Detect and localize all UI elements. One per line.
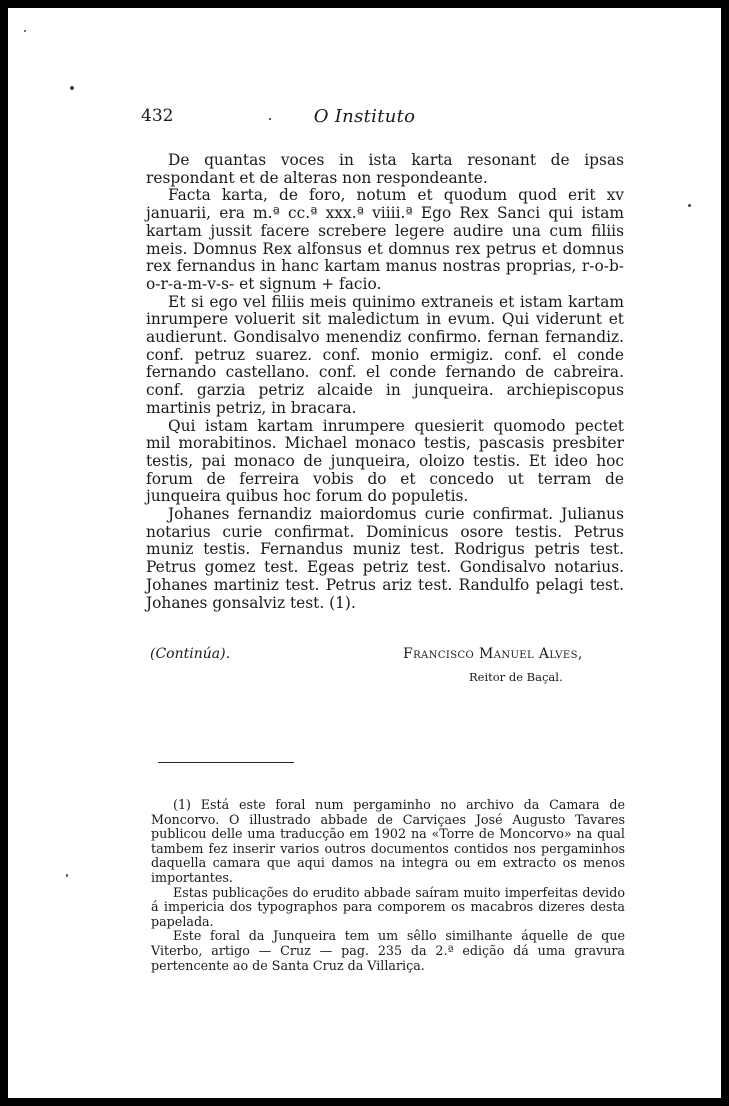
author-title: Reitor de Baçal.	[469, 670, 563, 684]
continued-note: (Continúa).	[150, 646, 231, 662]
page-number: 432	[141, 106, 174, 126]
paragraph: Et si ego vel filiis meis quinimo extraneis et istam kartam inrumpere voluerit sit maledictum in evum. Qui viderunt et audierunt. Gondisalvo menendiz confirmo. fernan fernandiz. conf. petruz suarez. conf. monio ermigiz. conf. el conde fernando castellano. conf. el conde fernando de cabreira. conf. garzia petriz alcaide in junqueira. archiepiscopus martinis petriz, in bracara.	[146, 292, 624, 417]
main-text	[146, 152, 624, 612]
author-name: Francisco Manuel Alves,	[403, 646, 583, 662]
footnote-paragraph: (1) Está este foral num pergaminho no archivo da Camara de Moncorvo. O illustrado abbade de Carviçaes José Augusto Tavares publicou delle uma traducção em 1902 na «Torre de Moncorvo» na qual tambem fez inserir varios outros documentos contidos nos pergaminhos daquella camara que aqui damos na integra ou em extracto os menos importantes.	[151, 797, 625, 885]
footnotes	[151, 798, 625, 973]
page-header	[8, 106, 721, 130]
print-speck	[70, 86, 74, 90]
print-speck	[24, 30, 26, 32]
paragraph: Johanes fernandiz maiordomus curie confirmat. Julianus notarius curie confirmat. Dominicus osore testis. Petrus muniz testis. Fernandus muniz test. Rodrigus petris test. Petrus gomez test. Egeas petriz test. Gondisalvo notarius. Johanes martiniz test. Petrus ariz test. Randulfo pelagi test. Johanes gonsalviz test. (1).	[146, 505, 624, 612]
footnote-paragraph: Estas publicações do erudito abbade saíram muito imperfeitas devido á impericia dos typographos para comporem os macabros dizeres desta papelada.	[151, 884, 625, 929]
paragraph: De quantas voces in ista karta resonant de ipsas respondant et de alteras non respondeante.	[146, 151, 624, 187]
footnote-paragraph: Este foral da Junqueira tem um sêllo similhante áquelle de que Viterbo, artigo — Cruz — pag. 235 da 2.ª edição dá uma gravura pertencente ao de Santa Cruz da Villariça.	[151, 928, 625, 973]
running-title: O Instituto	[313, 106, 416, 127]
paragraph: Facta karta, de foro, notum et quodum quod erit xv januarii, era m.ª cc.ª xxx.ª viiii.ª Ego Rex Sanci qui istam kartam jussit facere screbere legere audire una cum filiis meis. Domnus Rex alfonsus et domnus rex petrus et domnus rex fernandus in hanc kartam manus nostras proprias, r-o-b-o-r-a-m-v-s- et signum + facio.	[146, 186, 624, 293]
paragraph: Qui istam kartam inrumpere quesierit quomodo pectet mil morabitinos. Michael monaco testis, pascasis presbiter testis, pai monaco de junqueira, oloizo testis. Et ideo hoc forum de ferreira vobis do et concedo ut terram de junqueira quibus hoc forum do populetis.	[146, 416, 624, 506]
closing-block	[8, 646, 721, 696]
print-speck	[66, 874, 68, 877]
print-speck	[688, 204, 691, 207]
book-page	[8, 8, 721, 1098]
footnote-divider	[158, 762, 294, 763]
